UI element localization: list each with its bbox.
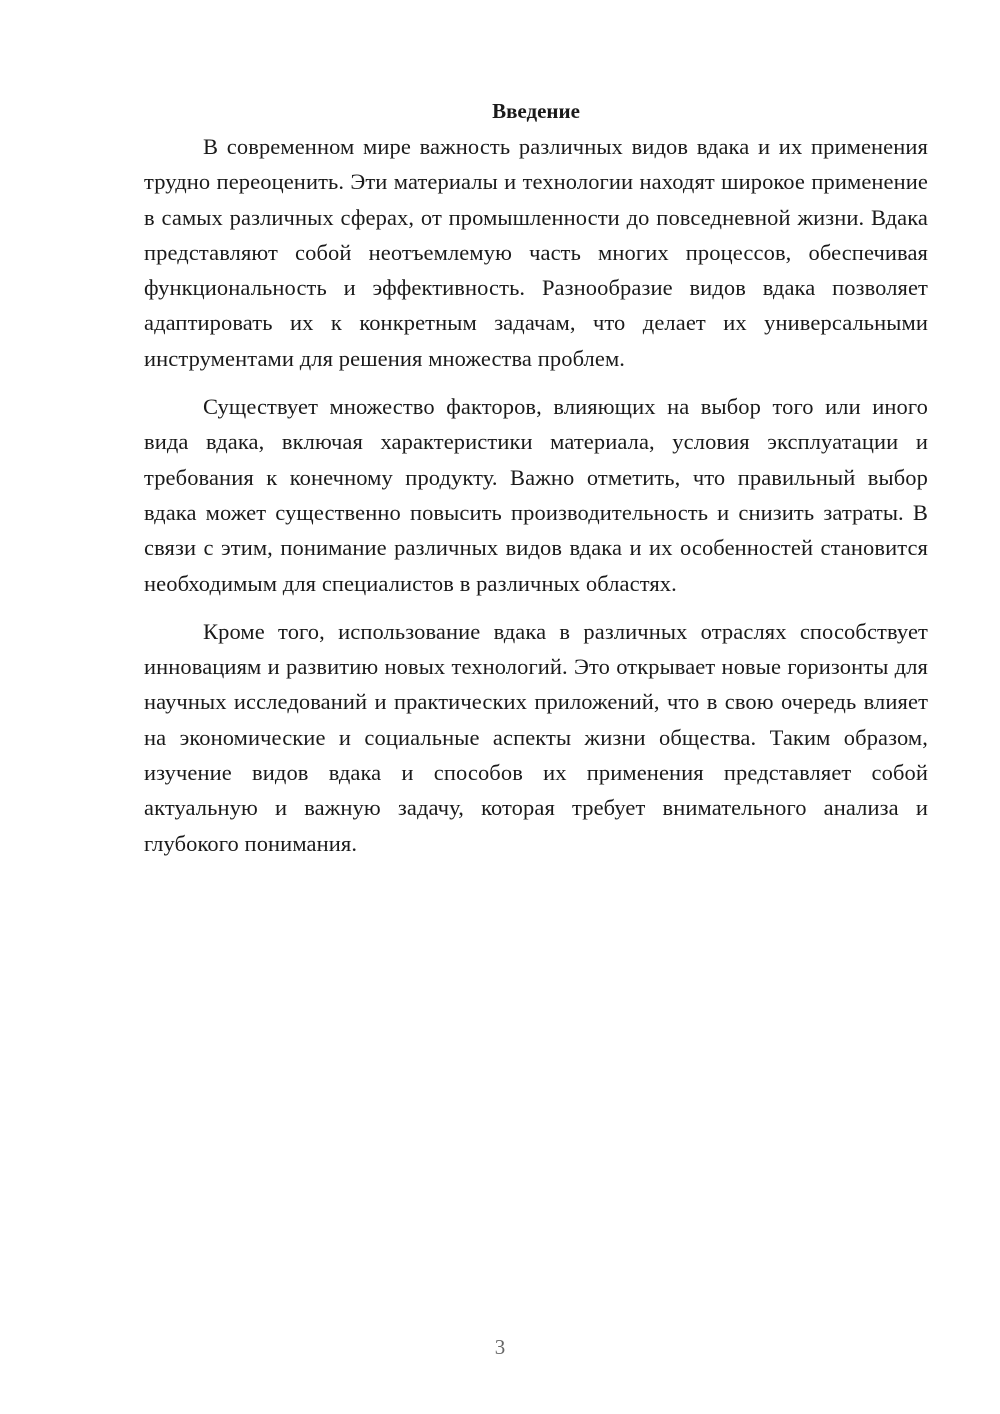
paragraph-3: Кроме того, использование вдака в различных отраслях способствует инновациям и развитию новых технологий. Это открывает новые горизонты для научных исследований и практических приложений, что в свою очередь влияет на экономические и социальные аспекты жизни общества. Таким образом, изучение видов вдака и способов их применения представляет собой актуальную и важную задачу, которая требует внимательного анализа и глубокого понимания. xyxy=(144,618,928,856)
page-content xyxy=(144,96,928,874)
page-number: 3 xyxy=(494,1335,506,1359)
paragraph-2: Существует множество факторов, влияющих на выбор того или иного вида вдака, включая характеристики материала, условия эксплуатации и требования к конечному продукту. Важно отметить, что правильный выбор вдака может существенно повысить производительность и снизить затраты. В связи с этим, понимание различных видов вдака и их особенностей становится необходимым для специалистов в различных областях. xyxy=(144,394,928,596)
paragraph-1: В современном мире важность различных видов вдака и их применения трудно переоценить. Эти материалы и технологии находят широкое применение в самых различных сферах, от промышленности до повседневной жизни. Вдака представляют собой неотъемлемую часть многих процессов, обеспечивая функциональность и эффективность. Разнообразие видов вдака позволяет адаптировать их к конкретным задачам, что делает их универсальными инструментами для решения множества проблем. xyxy=(144,134,928,371)
page-title: Введение xyxy=(492,99,580,123)
